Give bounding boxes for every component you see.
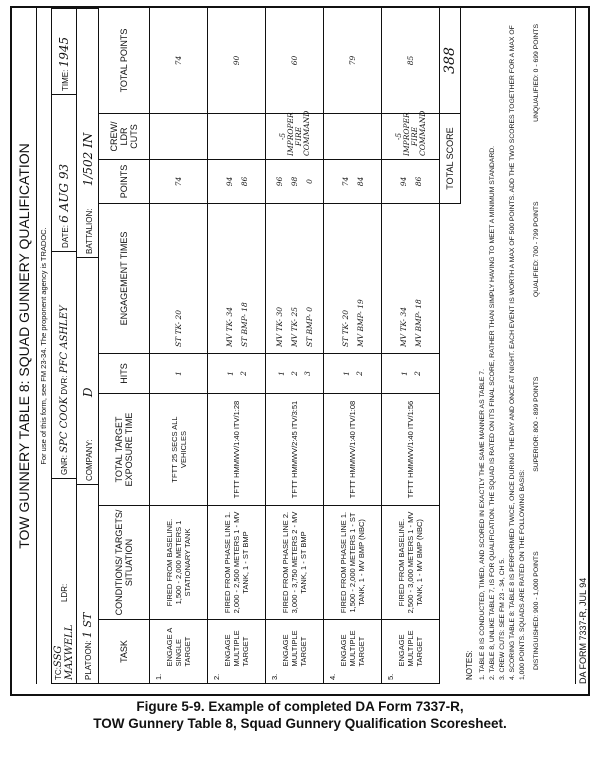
row-conditions: FIRED FROM BASELINE. 2,500 - 3,000 METERS 1 - MV TANK, 1 - MV BMP (NBC) [382,506,440,620]
points-value: 74 [340,176,350,187]
crew-cuts [150,114,208,160]
company-label: COMPANY: [84,439,94,481]
hit-mark: 1 [225,371,235,376]
hit-mark: 2 [354,371,364,376]
crew-cuts: -5 IMPROPER FIRE COMMAND [266,114,324,160]
note-item: 1. TABLE 8 IS CONDUCTED, TIMED, AND SCORED IN EXACTLY THE SAME MANNER AS TABLE 7. [479,369,486,680]
time-label: TIME: [61,69,70,91]
row-task: ENGAGE MULTIPLE TARGET [266,620,324,670]
rating-superior: SUPERIOR: 800 - 899 POINTS [533,376,540,472]
row-conditions: FIRED FROM PHASE LINE 1. 1,500 - 2,000 METERS 1 - ST TANK, 1 - MV BMP (NBC) [324,506,382,620]
points-value: 0 [305,179,314,184]
row-number: 4. [324,670,382,684]
col-conditions: CONDITIONS/ TARGETS/ SITUATION [99,506,150,620]
note-item: 4. SCORING TABLE 8: TABLE 8 IS PERFORMED TWICE, ONCE DURING THE DAY AND ONCE AT NIGHT. EACH EVENT IS WORTH A MAX OF 500 POINTS. ADD THE TWO SCORES TOGETHER FOR A MAX OF 1,000 POINTS. SQUADS ARE RATED ON THE FOLLOWING BASIS: [509,25,526,680]
total-score-value: 388 [440,8,461,114]
col-total-points: TOTAL POINTS [99,8,150,114]
tc-label: TC: [54,667,63,680]
col-task: TASK [99,620,150,684]
points-value: 96 [275,176,284,187]
table-row [382,8,440,684]
form-title: TOW GUNNERY TABLE 8: SQUAD GUNNERY QUALIFICATION [12,8,37,684]
date-label: DATE: [61,225,70,248]
row-task: ENGAGE MULTIPLE TARGET [382,620,440,670]
col-engagement: ENGAGEMENT TIMES [99,204,150,354]
table-row [208,8,266,684]
row-total: 85 [382,8,440,114]
rotated-form [12,8,588,684]
engagement-time: ST TK- 20 [174,309,183,347]
points-value: 86 [413,176,423,187]
row-task: ENGAGE MULTIPLE TARGET [208,620,266,670]
row-total: 60 [266,8,324,114]
battalion-label: BATTALION: [84,208,94,254]
hit-mark: 1 [277,371,286,376]
row-exposure: TFTT HMMWV/1:40 ITV/1:08 [324,394,382,506]
row-conditions: FIRED FROM PHASE LINE 1. 2,000 - 2,500 METERS 1 - MV TANK, 1 - ST BMP [208,506,266,620]
note-item: 3. CREW CUTS: SEE FM 23 - 34, CH 5. [499,558,506,680]
platoon-value: 1 ST [81,612,94,639]
form-number: DA FORM 7337-R, JUL 94 [575,8,588,684]
scoring-table [98,7,461,684]
points-value: 94 [398,176,408,187]
hit-mark: 1 [341,371,351,376]
row-total: 79 [324,8,382,114]
rating-unqualified: UNQUALIFIED: 0 - 699 POINTS [533,24,540,122]
platoon-label: PLATOON: [84,640,93,680]
table-row [266,8,324,684]
table-row [324,8,382,684]
row-number: 1. [150,670,208,684]
hit-mark: 2 [412,371,422,376]
engagement-time: ST BMP- 18 [239,302,249,347]
crew-cuts [324,114,382,160]
ldr-label: LDR: [59,583,69,602]
engagement-time: MV BMP- 19 [355,299,365,347]
dvr-value: PFC ASHLEY [58,305,70,374]
table-row [150,8,208,684]
engagement-time: MV TK- 25 [290,306,299,347]
figure-caption [0,698,600,732]
row-number: 2. [208,670,266,684]
col-points: POINTS [99,160,150,204]
row-number: 3. [266,670,324,684]
gnr-value: SPC COOK [58,396,70,453]
points-value: 86 [239,176,249,187]
notes-section [461,8,542,684]
form-subtitle: For use of this form, see FM 23-34. The proponent agency is TRADOC. [39,227,48,465]
header-row-1 [51,8,77,684]
col-hits: HITS [99,354,150,394]
rating-qualified: QUALIFIED: 700 - 799 POINTS [533,201,540,297]
row-exposure: TFTT HMMWV/1:40 ITV/1:56 [382,394,440,506]
battalion-value: 1/502 IN [80,132,95,187]
row-conditions: FIRED FROM PHASE LINE 2. 3,000 - 3,750 METERS 2 - MV TANK, 1 - ST BMP [266,506,324,620]
hit-mark: 3 [303,371,312,376]
time-value: 1945 [57,36,71,68]
crew-cuts: -5 IMPROPER FIRE COMMAND [382,114,440,160]
points-value: 74 [174,176,183,187]
points-value: 94 [224,176,234,187]
row-total: 90 [208,8,266,114]
col-crew-cuts: CREW/ LDR CUTS [99,114,150,160]
points-value: 84 [355,176,365,187]
row-exposure: TFTT HMMWV/2:45 ITV/3:51 [266,394,324,506]
company-value: D [80,387,95,398]
hit-mark: 1 [399,371,409,376]
header-row-2 [76,8,99,684]
tc-value: SSG MAXWELL [53,624,75,680]
row-exposure: TFTT 25 SECS ALL VEHICLES [150,394,208,506]
engagement-time: ST TK- 20 [340,309,350,347]
caption-line-2: TOW Gunnery Table 8, Squad Gunnery Qualification Scoresheet. [93,716,507,731]
row-number: 5. [382,670,440,684]
date-value: 6 AUG 93 [57,163,71,223]
notes-label: NOTES: [465,650,474,680]
engagement-time: MV TK- 34 [224,306,234,347]
col-exposure: TOTAL TARGET EXPOSURE TIME [99,394,150,506]
gnr-label: GNR: [59,455,69,475]
row-task: ENGAGE A SINGLE TARGET [150,620,208,670]
total-score-label: TOTAL SCORE [440,114,461,204]
row-exposure: TFTT HMMWV/1:40 ITV/1:28 [208,394,266,506]
dvr-label: DVR: [59,375,69,395]
hit-mark: 2 [290,371,299,376]
caption-line-1: Figure 5-9. Example of completed DA Form 7337-R, [136,699,464,714]
crew-cuts [208,114,266,160]
hit-mark: 2 [238,371,248,376]
rating-scale [532,12,542,680]
row-task: ENGAGE MULTIPLE TARGET [324,620,382,670]
note-item: 2. TABLE 8, UNLIKE TABLE 7, IS FOR QUALIFICATION. THE SQUAD IS RATED ON ITS FINAL SCORE, RATHER THAN SIMPLY HAVING TO MEET A MINIMUM STANDARD. [489,145,496,680]
row-total: 74 [150,8,208,114]
engagement-time: ST BMP- 0 [305,306,314,347]
engagement-time: MV TK- 30 [275,306,284,347]
hit-mark: 1 [174,371,183,376]
engagement-time: MV BMP- 18 [413,299,423,347]
rating-distinguished: DISTINGUISHED: 900 - 1,000 POINTS [533,551,540,670]
engagement-time: MV TK- 34 [398,306,408,347]
points-value: 98 [290,176,299,187]
row-conditions: FIRED FROM BASELINE. 1,500 - 2,000 METERS 1 STATIONARY TANK [150,506,208,620]
